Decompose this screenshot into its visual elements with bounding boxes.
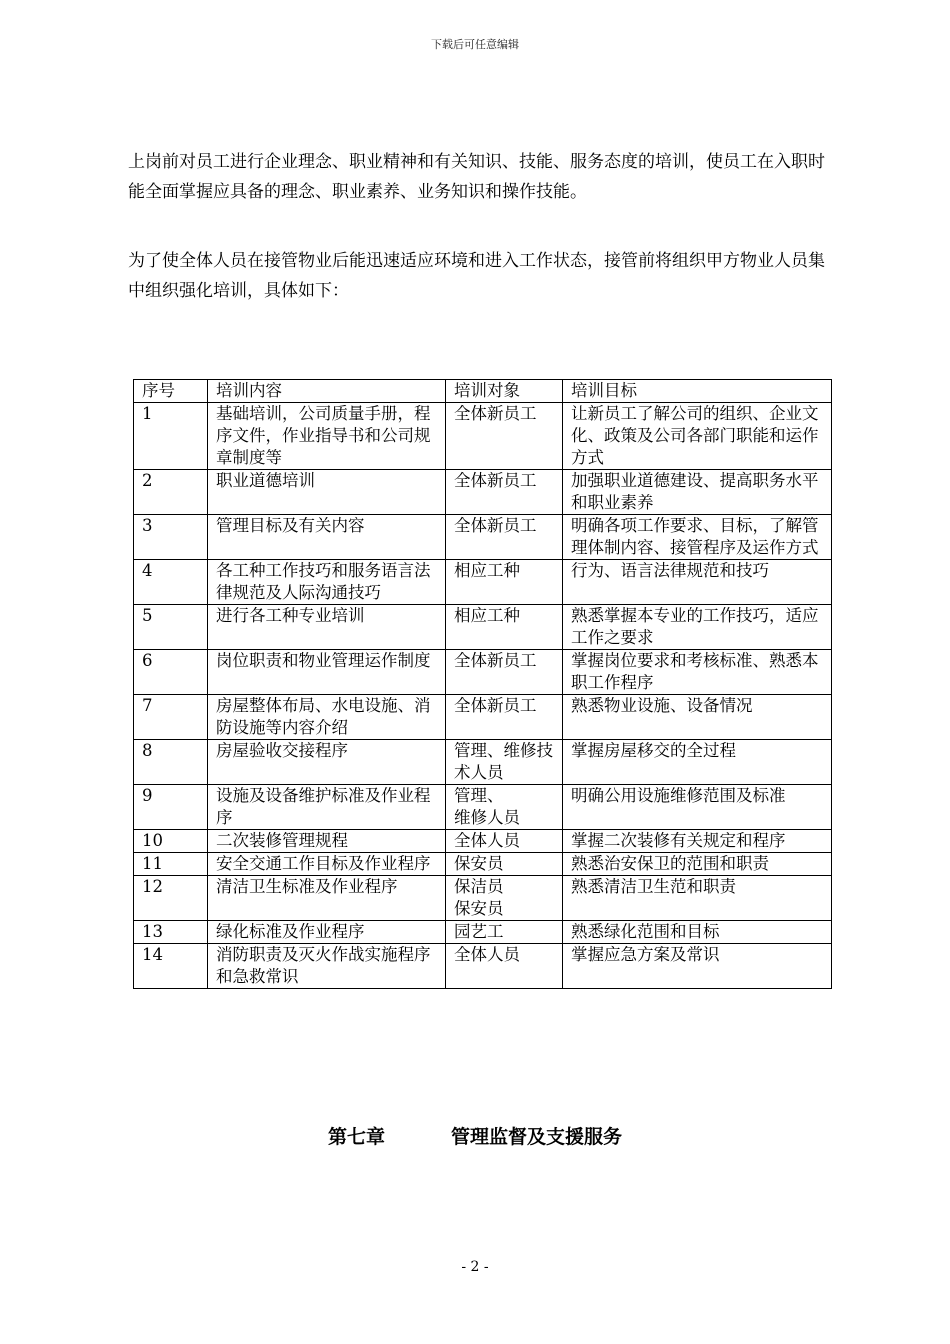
table-row (134, 876, 832, 921)
chapter-number: 第七章 (327, 1126, 385, 1148)
training-target: 管理、维修技术人员 (446, 740, 563, 785)
training-target: 全体新员工 (446, 515, 563, 560)
table-row (134, 403, 832, 470)
training-content: 岗位职责和物业管理运作制度 (208, 650, 446, 695)
training-goal: 熟悉清洁卫生范和职责 (563, 876, 832, 921)
training-goal: 掌握应急方案及常识 (563, 944, 832, 989)
intro-paragraph-1: 上岗前对员工进行企业理念、职业精神和有关知识、技能、服务态度的培训，使员工在入职时能全面掌握应具备的理念、职业素养、业务知识和操作技能。 (128, 152, 825, 202)
training-target: 全体新员工 (446, 695, 563, 740)
intro-paragraph-2: 为了使全体人员在接管物业后能迅速适应环境和进入工作状态，接管前将组织甲方物业人员集中组织强化培训，具体如下： (128, 251, 825, 301)
training-content: 安全交通工作目标及作业程序 (208, 853, 446, 876)
training-target: 全体人员 (446, 830, 563, 853)
training-goal: 让新员工了解公司的组织、企业文化、政策及公司各部门职能和运作方式 (563, 403, 832, 470)
row-number: 10 (134, 830, 208, 853)
training-goal: 熟悉治安保卫的范围和职责 (563, 853, 832, 876)
training-goal: 掌握房屋移交的全过程 (563, 740, 832, 785)
training-target: 保安员 (446, 853, 563, 876)
training-content: 二次装修管理规程 (208, 830, 446, 853)
training-content: 房屋整体布局、水电设施、消防设施等内容介绍 (208, 695, 446, 740)
training-content: 清洁卫生标准及作业程序 (208, 876, 446, 921)
header-no: 序号 (134, 380, 208, 403)
table-row (134, 605, 832, 650)
chapter-heading (0, 1122, 950, 1149)
row-number: 5 (134, 605, 208, 650)
table-row (134, 560, 832, 605)
table-row (134, 740, 832, 785)
row-number: 12 (134, 876, 208, 921)
training-goal: 明确公用设施维修范围及标准 (563, 785, 832, 830)
training-target: 管理、 维修人员 (446, 785, 563, 830)
training-target: 全体新员工 (446, 650, 563, 695)
row-number: 11 (134, 853, 208, 876)
row-number: 6 (134, 650, 208, 695)
table-row (134, 695, 832, 740)
training-goal: 掌握二次装修有关规定和程序 (563, 830, 832, 853)
training-target: 保洁员 保安员 (446, 876, 563, 921)
table-row (134, 785, 832, 830)
training-target: 相应工种 (446, 605, 563, 650)
row-number: 13 (134, 921, 208, 944)
table-row (134, 515, 832, 560)
row-number: 7 (134, 695, 208, 740)
training-table (133, 379, 832, 989)
training-content: 进行各工种专业培训 (208, 605, 446, 650)
training-content: 职业道德培训 (208, 470, 446, 515)
training-goal: 掌握岗位要求和考核标准、熟悉本职工作程序 (563, 650, 832, 695)
row-number: 4 (134, 560, 208, 605)
training-content: 消防职责及灭火作战实施程序和急救常识 (208, 944, 446, 989)
chapter-title: 管理监督及支援服务 (451, 1126, 623, 1148)
training-content: 设施及设备维护标准及作业程序 (208, 785, 446, 830)
table-header-row (134, 380, 832, 403)
table-row (134, 853, 832, 876)
training-target: 全体新员工 (446, 470, 563, 515)
row-number: 1 (134, 403, 208, 470)
training-content: 基础培训，公司质量手册，程序文件，作业指导书和公司规章制度等 (208, 403, 446, 470)
training-content: 管理目标及有关内容 (208, 515, 446, 560)
training-goal: 明确各项工作要求、目标，了解管理体制内容、接管程序及运作方式 (563, 515, 832, 560)
training-target: 全体新员工 (446, 403, 563, 470)
table-row (134, 921, 832, 944)
training-goal: 行为、语言法律规范和技巧 (563, 560, 832, 605)
page-header: 下载后可任意编辑 (431, 38, 519, 51)
row-number: 9 (134, 785, 208, 830)
row-number: 2 (134, 470, 208, 515)
table-row (134, 830, 832, 853)
training-target: 园艺工 (446, 921, 563, 944)
row-number: 3 (134, 515, 208, 560)
row-number: 14 (134, 944, 208, 989)
table-row (134, 650, 832, 695)
table-row (134, 944, 832, 989)
training-target: 相应工种 (446, 560, 563, 605)
training-goal: 熟悉物业设施、设备情况 (563, 695, 832, 740)
training-goal: 熟悉掌握本专业的工作技巧，适应工作之要求 (563, 605, 832, 650)
header-goal: 培训目标 (563, 380, 832, 403)
training-content: 房屋验收交接程序 (208, 740, 446, 785)
training-goal: 熟悉绿化范围和目标 (563, 921, 832, 944)
page-number: - 2 - (461, 1259, 489, 1275)
training-goal: 加强职业道德建设、提高职务水平和职业素养 (563, 470, 832, 515)
header-content: 培训内容 (208, 380, 446, 403)
header-target: 培训对象 (446, 380, 563, 403)
training-content: 各工种工作技巧和服务语言法律规范及人际沟通技巧 (208, 560, 446, 605)
training-target: 全体人员 (446, 944, 563, 989)
table-row (134, 470, 832, 515)
row-number: 8 (134, 740, 208, 785)
training-content: 绿化标准及作业程序 (208, 921, 446, 944)
